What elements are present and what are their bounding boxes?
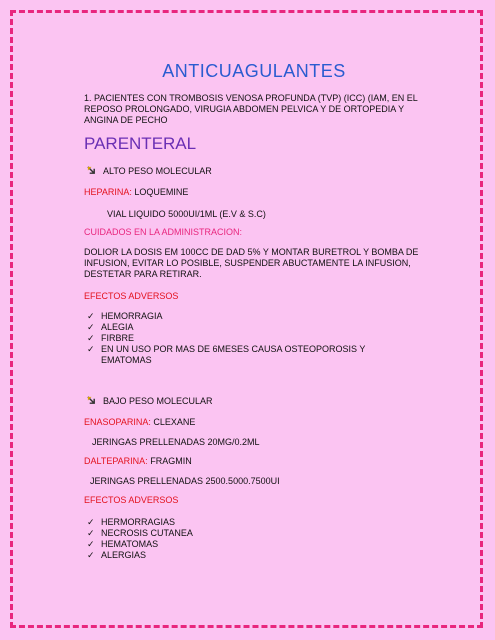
enoxaparina-value: CLEXANE bbox=[153, 417, 196, 427]
checkmark-icon: ✓ bbox=[87, 333, 95, 343]
effects-title-low: EFECTOS ADVERSOS bbox=[84, 495, 179, 505]
list-item: ✓ NECROSIS CUTANEA bbox=[87, 528, 193, 538]
arrow-down-right-icon bbox=[87, 396, 96, 405]
checkmark-icon: ✓ bbox=[87, 311, 95, 321]
dalteparina-detail: JERINGAS PRELLENADAS 2500.5000.7500UI bbox=[90, 476, 280, 486]
effects-title-high: EFECTOS ADVERSOS bbox=[84, 291, 179, 301]
intro-paragraph: 1. PACIENTES CON TROMBOSIS VENOSA PROFUNDA (TVP) (ICC) (IAM, EN EL REPOSO PROLONGADO, VIRUGIA ABDOMEN PELVICA Y DE ORTOPEDIA Y ANGINA DE PECHO bbox=[84, 93, 418, 125]
checkmark-icon: ✓ bbox=[87, 539, 95, 549]
dalteparina-label: DALTEPARINA: bbox=[84, 456, 148, 466]
effects-list-high bbox=[87, 311, 387, 366]
effects-list-low bbox=[87, 517, 387, 561]
list-item: ✓ HEMATOMAS bbox=[87, 539, 159, 549]
checkmark-icon: ✓ bbox=[87, 528, 95, 538]
care-title: CUIDADOS EN LA ADMINISTRACION: bbox=[84, 227, 243, 237]
checkmark-icon: ✓ bbox=[87, 322, 95, 332]
arrow-down-right-icon bbox=[87, 166, 96, 175]
high-weight-heading-text: ALTO PESO MOLECULAR bbox=[103, 166, 212, 176]
document-page bbox=[84, 0, 424, 640]
section-title-parenteral: PARENTERAL bbox=[84, 134, 197, 153]
vial-detail: VIAL LIQUIDO 5000UI/1ML (E.V & S.C) bbox=[107, 209, 266, 219]
low-weight-heading bbox=[87, 396, 213, 407]
care-text: DOLIOR LA DOSIS EM 100CC DE DAD 5% Y MONTAR BURETROL Y BOMBA DE INFUSION, EVITAR LO POSIBLE, SUSPENDER ABUCTAMENTE LA INFUSION, DESTETAR PARA RETIRAR. bbox=[84, 247, 419, 279]
checkmark-icon: ✓ bbox=[87, 517, 95, 527]
list-item: ✓ HERMORRAGIAS bbox=[87, 517, 176, 527]
dalteparina-line bbox=[84, 456, 192, 467]
checkmark-icon: ✓ bbox=[87, 550, 95, 560]
list-item: ✓ ALEGIA bbox=[87, 322, 134, 332]
checkmark-icon: ✓ bbox=[87, 344, 95, 354]
enoxaparina-line bbox=[84, 417, 195, 428]
heparina-label: HEPARINA: bbox=[84, 187, 132, 197]
dalteparina-value: FRAGMIN bbox=[150, 456, 192, 466]
list-item: ✓ HEMORRAGIA bbox=[87, 311, 163, 321]
list-item: ✓ ALERGIAS bbox=[87, 550, 147, 560]
list-item: ✓ FIRBRE bbox=[87, 333, 135, 343]
list-item: ✓ EN UN USO POR MAS DE 6MESES CAUSA OSTEOPOROSIS Y EMATOMAS bbox=[87, 344, 366, 365]
heparina-line bbox=[84, 187, 188, 198]
heparina-value: LOQUEMINE bbox=[134, 187, 189, 197]
enoxaparina-label: ENASOPARINA: bbox=[84, 417, 151, 427]
document-title: ANTICUAGULANTES bbox=[162, 61, 346, 81]
enoxaparina-detail: JERINGAS PRELLENADAS 20MG/0.2ML bbox=[92, 437, 260, 447]
low-weight-heading-text: BAJO PESO MOLECULAR bbox=[103, 396, 213, 406]
high-weight-heading bbox=[87, 166, 212, 177]
